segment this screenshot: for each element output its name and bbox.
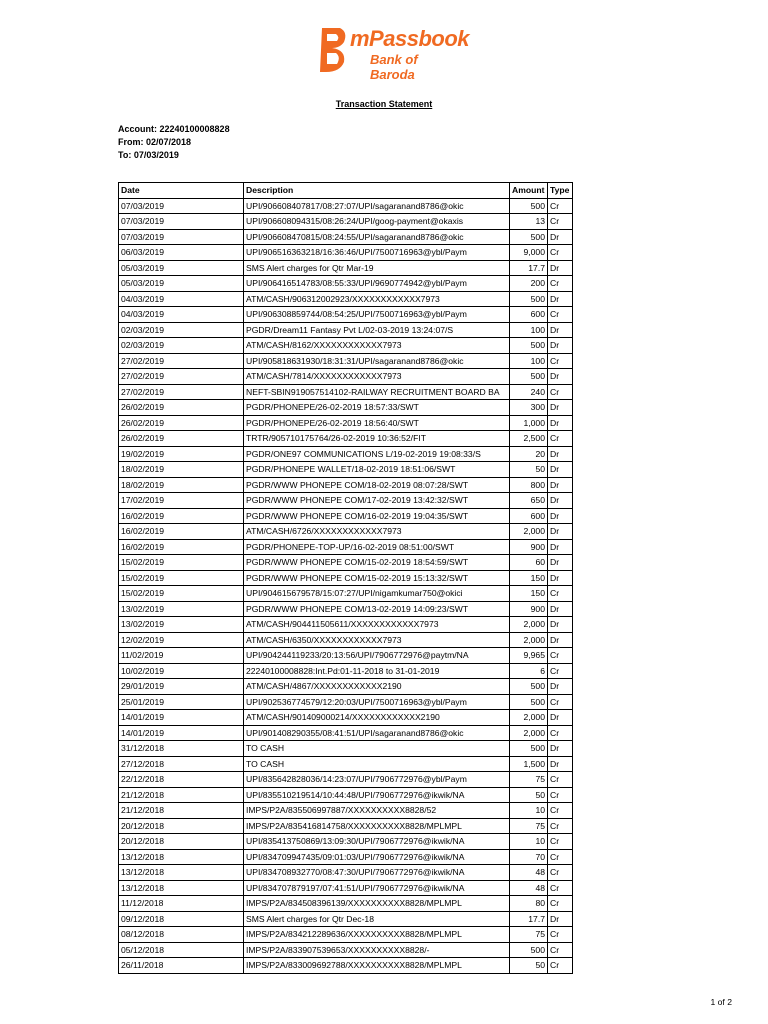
cell-type: Cr [548, 865, 573, 881]
cell-amount: 600 [510, 508, 548, 524]
cell-description: PGDR/WWW PHONEPE COM/16-02-2019 19:04:35/SWT [244, 508, 510, 524]
cell-amount: 17.7 [510, 260, 548, 276]
cell-date: 13/12/2018 [119, 880, 244, 896]
cell-date: 11/02/2019 [119, 648, 244, 664]
table-row [119, 353, 573, 369]
table-row [119, 276, 573, 292]
account-number: Account: 22240100008828 [118, 124, 230, 134]
cell-date: 14/01/2019 [119, 725, 244, 741]
cell-description: UPI/906608407817/08:27:07/UPI/sagaranand8786@okic [244, 198, 510, 214]
cell-type: Dr [548, 679, 573, 695]
cell-amount: 9,965 [510, 648, 548, 664]
cell-date: 12/02/2019 [119, 632, 244, 648]
cell-amount: 50 [510, 958, 548, 974]
cell-description: UPI/906608094315/08:26:24/UPI/goog-payment@okaxis [244, 214, 510, 230]
cell-description: UPI/906308859744/08:54:25/UPI/7500716963@ybl/Paym [244, 307, 510, 323]
cell-type: Dr [548, 741, 573, 757]
cell-date: 27/12/2018 [119, 756, 244, 772]
table-row [119, 245, 573, 261]
cell-date: 21/12/2018 [119, 803, 244, 819]
cell-amount: 80 [510, 896, 548, 912]
cell-amount: 2,000 [510, 725, 548, 741]
cell-type: Dr [548, 555, 573, 571]
cell-amount: 75 [510, 772, 548, 788]
cell-date: 13/02/2019 [119, 601, 244, 617]
cell-date: 26/02/2019 [119, 400, 244, 416]
cell-date: 27/02/2019 [119, 369, 244, 385]
table-row [119, 725, 573, 741]
cell-date: 13/12/2018 [119, 865, 244, 881]
cell-description: UPI/905818631930/18:31:31/UPI/sagaranand8786@okic [244, 353, 510, 369]
cell-type: Cr [548, 245, 573, 261]
cell-date: 16/02/2019 [119, 524, 244, 540]
cell-description: ATM/CASH/6726/XXXXXXXXXXXX7973 [244, 524, 510, 540]
cell-type: Dr [548, 369, 573, 385]
cell-type: Dr [548, 493, 573, 509]
cell-date: 16/02/2019 [119, 508, 244, 524]
cell-amount: 50 [510, 462, 548, 478]
page-title: Transaction Statement [335, 99, 433, 109]
table-row [119, 958, 573, 974]
cell-type: Cr [548, 942, 573, 958]
cell-type: Dr [548, 291, 573, 307]
cell-date: 18/02/2019 [119, 462, 244, 478]
cell-type: Dr [548, 477, 573, 493]
table-row [119, 291, 573, 307]
cell-date: 15/02/2019 [119, 570, 244, 586]
table-row [119, 865, 573, 881]
cell-description: UPI/835642828036/14:23:07/UPI/7906772976@ybl/Paym [244, 772, 510, 788]
cell-date: 08/12/2018 [119, 927, 244, 943]
cell-date: 25/01/2019 [119, 694, 244, 710]
cell-type: Cr [548, 353, 573, 369]
cell-amount: 75 [510, 927, 548, 943]
cell-description: ATM/CASH/906312002923/XXXXXXXXXXXX7973 [244, 291, 510, 307]
cell-description: TO CASH [244, 741, 510, 757]
cell-description: TRTR/905710175764/26-02-2019 10:36:52/FIT [244, 431, 510, 447]
logo-title: mPassbook [350, 26, 469, 51]
cell-amount: 70 [510, 849, 548, 865]
table-row [119, 679, 573, 695]
cell-date: 19/02/2019 [119, 446, 244, 462]
to-date: To: 07/03/2019 [118, 150, 179, 160]
cell-date: 26/02/2019 [119, 431, 244, 447]
cell-amount: 500 [510, 942, 548, 958]
cell-amount: 900 [510, 601, 548, 617]
table-row [119, 384, 573, 400]
table-row [119, 818, 573, 834]
table-row [119, 493, 573, 509]
cell-date: 20/12/2018 [119, 818, 244, 834]
cell-amount: 2,000 [510, 632, 548, 648]
cell-date: 04/03/2019 [119, 307, 244, 323]
cell-description: UPI/902536774579/12:20:03/UPI/7500716963@ybl/Paym [244, 694, 510, 710]
table-row [119, 539, 573, 555]
cell-description: NEFT-SBIN919057514102-RAILWAY RECRUITMENT BOARD BA [244, 384, 510, 400]
cell-description: PGDR/WWW PHONEPE COM/18-02-2019 08:07:28/SWT [244, 477, 510, 493]
cell-type: Cr [548, 927, 573, 943]
cell-date: 16/02/2019 [119, 539, 244, 555]
cell-amount: 20 [510, 446, 548, 462]
cell-description: IMPS/P2A/835416814758/XXXXXXXXXX8828/MPLMPL [244, 818, 510, 834]
cell-description: 22240100008828:Int.Pd:01-11-2018 to 31-01-2019 [244, 663, 510, 679]
cell-description: IMPS/P2A/834212289636/XXXXXXXXXX8828/MPLMPL [244, 927, 510, 943]
table-row [119, 508, 573, 524]
cell-description: PGDR/Dream11 Fantasy Pvt L/02-03-2019 13:24:07/S [244, 322, 510, 338]
table-row [119, 524, 573, 540]
cell-description: UPI/906516363218/16:36:46/UPI/7500716963@ybl/Paym [244, 245, 510, 261]
cell-date: 02/03/2019 [119, 322, 244, 338]
cell-description: TO CASH [244, 756, 510, 772]
cell-amount: 60 [510, 555, 548, 571]
cell-date: 10/02/2019 [119, 663, 244, 679]
table-row [119, 570, 573, 586]
table-row [119, 477, 573, 493]
cell-amount: 17.7 [510, 911, 548, 927]
cell-date: 05/03/2019 [119, 276, 244, 292]
cell-type: Dr [548, 322, 573, 338]
table-row [119, 849, 573, 865]
table-row [119, 369, 573, 385]
cell-amount: 2,000 [510, 710, 548, 726]
table-row [119, 198, 573, 214]
table-row [119, 911, 573, 927]
cell-amount: 500 [510, 229, 548, 245]
cell-date: 26/11/2018 [119, 958, 244, 974]
cell-type: Dr [548, 462, 573, 478]
table-row [119, 415, 573, 431]
cell-type: Cr [548, 431, 573, 447]
cell-date: 20/12/2018 [119, 834, 244, 850]
page-number: 1 of 2 [710, 997, 732, 1007]
table-row [119, 772, 573, 788]
cell-date: 17/02/2019 [119, 493, 244, 509]
cell-description: IMPS/P2A/834508396139/XXXXXXXXXX8828/MPLMPL [244, 896, 510, 912]
cell-date: 09/12/2018 [119, 911, 244, 927]
cell-description: UPI/835510219514/10:44:48/UPI/7906772976@ikwik/NA [244, 787, 510, 803]
table-row [119, 586, 573, 602]
cell-amount: 800 [510, 477, 548, 493]
cell-type: Cr [548, 834, 573, 850]
cell-description: UPI/901408290355/08:41:51/UPI/sagaranand8786@okic [244, 725, 510, 741]
cell-description: UPI/834709947435/09:01:03/UPI/7906772976@ikwik/NA [244, 849, 510, 865]
cell-type: Cr [548, 384, 573, 400]
cell-type: Dr [548, 400, 573, 416]
table-row [119, 601, 573, 617]
table-row [119, 446, 573, 462]
cell-amount: 600 [510, 307, 548, 323]
cell-type: Cr [548, 663, 573, 679]
cell-date: 18/02/2019 [119, 477, 244, 493]
cell-type: Dr [548, 570, 573, 586]
cell-type: Cr [548, 849, 573, 865]
cell-description: IMPS/P2A/833907539653/XXXXXXXXXX8828/- [244, 942, 510, 958]
cell-amount: 50 [510, 787, 548, 803]
cell-description: PGDR/WWW PHONEPE COM/17-02-2019 13:42:32/SWT [244, 493, 510, 509]
cell-type: Cr [548, 787, 573, 803]
cell-type: Dr [548, 617, 573, 633]
cell-amount: 10 [510, 834, 548, 850]
cell-date: 15/02/2019 [119, 586, 244, 602]
cell-date: 11/12/2018 [119, 896, 244, 912]
cell-type: Dr [548, 338, 573, 354]
cell-description: ATM/CASH/901409000214/XXXXXXXXXXXX2190 [244, 710, 510, 726]
cell-description: PGDR/PHONEPE/26-02-2019 18:56:40/SWT [244, 415, 510, 431]
cell-date: 13/12/2018 [119, 849, 244, 865]
cell-amount: 2,000 [510, 617, 548, 633]
cell-description: PGDR/WWW PHONEPE COM/15-02-2019 15:13:32/SWT [244, 570, 510, 586]
cell-description: UPI/835413750869/13:09:30/UPI/7906772976@ikwik/NA [244, 834, 510, 850]
cell-description: ATM/CASH/8162/XXXXXXXXXXXX7973 [244, 338, 510, 354]
cell-date: 27/02/2019 [119, 384, 244, 400]
cell-amount: 100 [510, 322, 548, 338]
cell-date: 06/03/2019 [119, 245, 244, 261]
table-row [119, 942, 573, 958]
cell-description: ATM/CASH/6350/XXXXXXXXXXXX7973 [244, 632, 510, 648]
table-row [119, 741, 573, 757]
cell-type: Dr [548, 508, 573, 524]
cell-amount: 650 [510, 493, 548, 509]
table-row [119, 555, 573, 571]
table-row [119, 756, 573, 772]
cell-amount: 500 [510, 291, 548, 307]
cell-description: SMS Alert charges for Qtr Dec-18 [244, 911, 510, 927]
cell-amount: 10 [510, 803, 548, 819]
cell-amount: 150 [510, 586, 548, 602]
cell-date: 05/03/2019 [119, 260, 244, 276]
cell-type: Dr [548, 260, 573, 276]
cell-description: PGDR/WWW PHONEPE COM/13-02-2019 14:09:23/SWT [244, 601, 510, 617]
table-row [119, 400, 573, 416]
cell-date: 21/12/2018 [119, 787, 244, 803]
cell-type: Dr [548, 415, 573, 431]
cell-description: PGDR/PHONEPE-TOP-UP/16-02-2019 08:51:00/SWT [244, 539, 510, 555]
table-row [119, 694, 573, 710]
cell-description: IMPS/P2A/835506997887/XXXXXXXXXX8828/52 [244, 803, 510, 819]
table-row [119, 260, 573, 276]
table-header-row [119, 183, 573, 199]
table-row [119, 927, 573, 943]
cell-type: Dr [548, 539, 573, 555]
cell-amount: 500 [510, 338, 548, 354]
cell-date: 04/03/2019 [119, 291, 244, 307]
cell-type: Cr [548, 880, 573, 896]
cell-date: 26/02/2019 [119, 415, 244, 431]
cell-type: Cr [548, 803, 573, 819]
cell-type: Cr [548, 586, 573, 602]
cell-amount: 13 [510, 214, 548, 230]
cell-type: Cr [548, 958, 573, 974]
table-row [119, 803, 573, 819]
cell-date: 15/02/2019 [119, 555, 244, 571]
cell-date: 14/01/2019 [119, 710, 244, 726]
logo-subtitle: Bank of Baroda [370, 52, 418, 82]
mpassbook-logo [318, 24, 469, 82]
cell-type: Cr [548, 896, 573, 912]
header-amount: Amount [510, 183, 548, 199]
cell-date: 05/12/2018 [119, 942, 244, 958]
cell-description: UPI/906416514783/08:55:33/UPI/9690774942@ybl/Paym [244, 276, 510, 292]
cell-amount: 500 [510, 741, 548, 757]
cell-amount: 500 [510, 679, 548, 695]
cell-amount: 150 [510, 570, 548, 586]
cell-amount: 48 [510, 880, 548, 896]
cell-amount: 500 [510, 694, 548, 710]
cell-type: Dr [548, 601, 573, 617]
table-row [119, 787, 573, 803]
cell-description: ATM/CASH/4867/XXXXXXXXXXXX2190 [244, 679, 510, 695]
cell-description: UPI/904244119233/20:13:56/UPI/7906772976@paytm/NA [244, 648, 510, 664]
cell-type: Cr [548, 276, 573, 292]
cell-amount: 900 [510, 539, 548, 555]
cell-amount: 75 [510, 818, 548, 834]
table-row [119, 307, 573, 323]
cell-type: Cr [548, 725, 573, 741]
cell-type: Dr [548, 911, 573, 927]
table-row [119, 229, 573, 245]
cell-date: 07/03/2019 [119, 198, 244, 214]
cell-amount: 2,500 [510, 431, 548, 447]
table-row [119, 632, 573, 648]
cell-type: Cr [548, 307, 573, 323]
cell-date: 31/12/2018 [119, 741, 244, 757]
table-row [119, 214, 573, 230]
cell-description: ATM/CASH/904411505611/XXXXXXXXXXXX7973 [244, 617, 510, 633]
cell-description: PGDR/ONE97 COMMUNICATIONS L/19-02-2019 19:08:33/S [244, 446, 510, 462]
account-info [118, 123, 230, 162]
header-date: Date [119, 183, 244, 199]
cell-amount: 500 [510, 369, 548, 385]
cell-amount: 300 [510, 400, 548, 416]
cell-date: 02/03/2019 [119, 338, 244, 354]
cell-type: Dr [548, 756, 573, 772]
table-row [119, 431, 573, 447]
cell-type: Cr [548, 694, 573, 710]
cell-date: 07/03/2019 [119, 214, 244, 230]
cell-amount: 1,000 [510, 415, 548, 431]
cell-description: PGDR/WWW PHONEPE COM/15-02-2019 18:54:59/SWT [244, 555, 510, 571]
table-row [119, 338, 573, 354]
cell-amount: 1,500 [510, 756, 548, 772]
cell-description: ATM/CASH/7814/XXXXXXXXXXXX7973 [244, 369, 510, 385]
cell-amount: 48 [510, 865, 548, 881]
header-type: Type [548, 183, 573, 199]
cell-description: UPI/904615679578/15:07:27/UPI/nigamkumar750@okici [244, 586, 510, 602]
cell-amount: 500 [510, 198, 548, 214]
cell-description: PGDR/PHONEPE WALLET/18-02-2019 18:51:06/SWT [244, 462, 510, 478]
table-row [119, 617, 573, 633]
cell-type: Dr [548, 632, 573, 648]
cell-description: UPI/906608470815/08:24:55/UPI/sagaranand8786@okic [244, 229, 510, 245]
table-row [119, 322, 573, 338]
cell-description: PGDR/PHONEPE/26-02-2019 18:57:33/SWT [244, 400, 510, 416]
table-row [119, 648, 573, 664]
cell-date: 13/02/2019 [119, 617, 244, 633]
cell-amount: 240 [510, 384, 548, 400]
cell-type: Cr [548, 648, 573, 664]
cell-date: 27/02/2019 [119, 353, 244, 369]
transaction-table [118, 182, 573, 974]
cell-amount: 9,000 [510, 245, 548, 261]
cell-type: Cr [548, 772, 573, 788]
table-row [119, 462, 573, 478]
cell-type: Dr [548, 524, 573, 540]
cell-date: 07/03/2019 [119, 229, 244, 245]
from-date: From: 02/07/2018 [118, 137, 192, 147]
cell-type: Cr [548, 818, 573, 834]
cell-type: Cr [548, 214, 573, 230]
cell-type: Dr [548, 446, 573, 462]
table-row [119, 896, 573, 912]
table-row [119, 663, 573, 679]
table-row [119, 834, 573, 850]
bank-of-baroda-logo-icon [318, 26, 348, 74]
header-description: Description [244, 183, 510, 199]
cell-amount: 2,000 [510, 524, 548, 540]
cell-type: Cr [548, 198, 573, 214]
cell-amount: 100 [510, 353, 548, 369]
cell-date: 22/12/2018 [119, 772, 244, 788]
cell-description: UPI/834707879197/07:41:51/UPI/7906772976@ikwik/NA [244, 880, 510, 896]
cell-amount: 6 [510, 663, 548, 679]
cell-description: SMS Alert charges for Qtr Mar-19 [244, 260, 510, 276]
cell-type: Dr [548, 229, 573, 245]
cell-type: Dr [548, 710, 573, 726]
cell-amount: 200 [510, 276, 548, 292]
cell-date: 29/01/2019 [119, 679, 244, 695]
table-row [119, 710, 573, 726]
cell-description: UPI/834708932770/08:47:30/UPI/7906772976@ikwik/NA [244, 865, 510, 881]
table-row [119, 880, 573, 896]
cell-description: IMPS/P2A/833009692788/XXXXXXXXXX8828/MPLMPL [244, 958, 510, 974]
